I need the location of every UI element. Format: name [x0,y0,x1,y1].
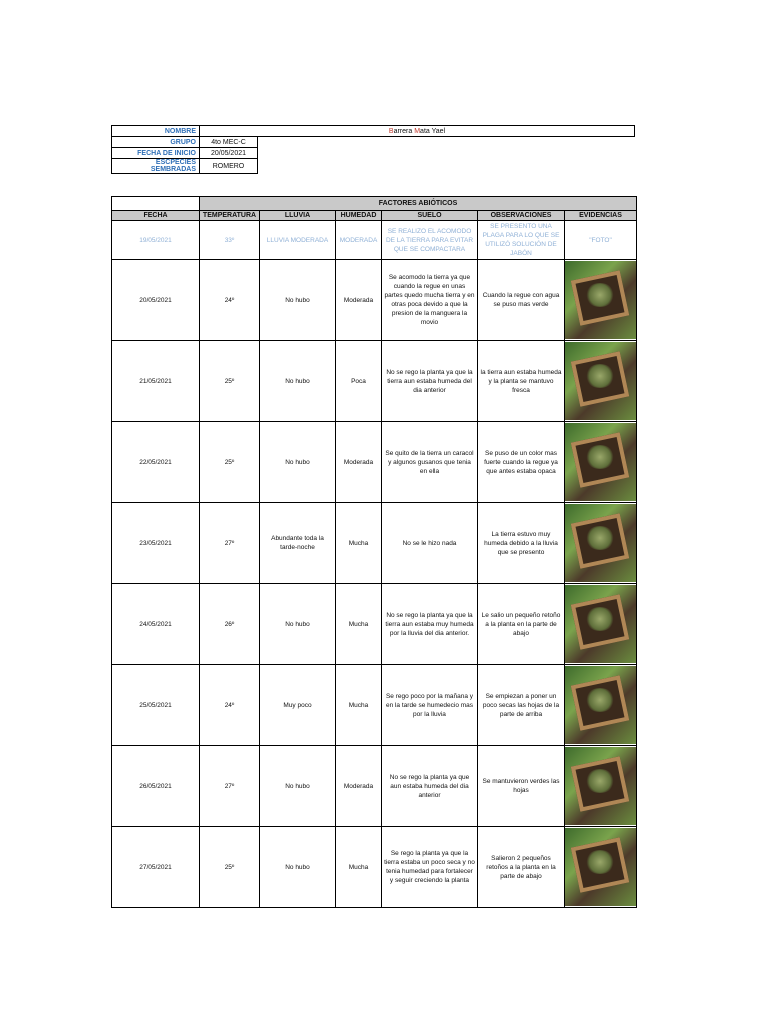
cell-fecha: 25/05/2021 [112,665,200,746]
cell-fecha: 21/05/2021 [112,341,200,422]
table-row [112,341,637,422]
cell-evidencia [565,422,637,503]
cell-obs: Cuando la regue con agua se puso mas verde [478,260,565,341]
table-row [112,827,637,908]
cell-humedad: Moderada [336,260,382,341]
cell-humedad: Poca [336,341,382,422]
header-lluvia: LLUVIA [260,211,336,221]
example-obs: SE PRESENTO UNA PLAGA PARA LO QUE SE UTILIZÓ SOLUCIÓN DE JABÓN [478,221,565,260]
cell-suelo: No se rego la planta ya que la tierra aun estaba muy humeda por la lluvia del dia anterior. [382,584,478,665]
plant-photo-icon [565,828,636,906]
cell-lluvia: No hubo [260,584,336,665]
example-temp: 33º [200,221,260,260]
plant-photo-icon [565,342,636,420]
cell-obs: la tierra aun estaba humeda y la planta se mantuvo fresca [478,341,565,422]
example-evid: "FOTO" [565,221,637,260]
nombre-label: NOMBRE [112,126,200,137]
factores-abioticos-table [111,196,637,908]
cell-fecha: 22/05/2021 [112,422,200,503]
cell-obs: Se empiezan a poner un poco secas las hojas de la parte de arriba [478,665,565,746]
cell-humedad: Moderada [336,422,382,503]
example-suelo: SE REALIZO EL ACOMODO DE LA TIERRA PARA EVITAR QUE SE COMPACTARA [382,221,478,260]
cell-humedad: Mucha [336,665,382,746]
nombre-value: Barrera Mata Yael [200,126,635,137]
cell-evidencia [565,665,637,746]
cell-lluvia: No hubo [260,422,336,503]
header-observaciones: OBSERVACIONES [478,211,565,221]
grupo-label: GRUPO [112,137,200,148]
cell-temp: 24º [200,665,260,746]
header-evidencias: EVIDENCIAS [565,211,637,221]
plant-photo-icon [565,423,636,501]
header-humedad: HUMEDAD [336,211,382,221]
plant-photo-icon [565,747,636,825]
cell-temp: 25º [200,827,260,908]
cell-suelo: No se le hizo nada [382,503,478,584]
header-fecha: FECHA [112,211,200,221]
cell-suelo: Se acomodo la tierra ya que cuando la regue en unas partes quedo mucha tierra y en otras poca devido a que la presion de la manguera la movio [382,260,478,341]
cell-suelo: Se rego la planta ya que la tierra estaba un poco seca y no tenia humedad para fortalecer y seguir creciendo la planta [382,827,478,908]
fecha-inicio-value: 20/05/2021 [200,148,258,159]
cell-obs: Se puso de un color mas fuerte cuando la regue ya que antes estaba opaca [478,422,565,503]
example-row [112,221,637,260]
fecha-inicio-label: FECHA DE INICIO [112,148,200,159]
plant-photo-icon [565,504,636,582]
table-title: FACTORES ABIÓTICOS [200,197,637,211]
header-temperatura: TEMPERATURA [200,211,260,221]
cell-temp: 27º [200,746,260,827]
cell-lluvia: No hubo [260,746,336,827]
cell-obs: Le salio un pequeño retoño a la planta en la parte de abajo [478,584,565,665]
cell-temp: 26º [200,584,260,665]
table-row [112,584,637,665]
cell-obs: La tierra estuvo muy humeda debido a la lluvia que se presento [478,503,565,584]
cell-lluvia: No hubo [260,827,336,908]
cell-evidencia [565,341,637,422]
plant-photo-icon [565,261,636,339]
example-fecha: 19/05/2021 [112,221,200,260]
plant-photo-icon [565,585,636,663]
plant-photo-icon [565,666,636,744]
cell-evidencia [565,584,637,665]
cell-humedad: Mucha [336,584,382,665]
cell-evidencia [565,827,637,908]
cell-obs: Salieron 2 pequeños retoños a la planta en la parte de abajo [478,827,565,908]
cell-lluvia: No hubo [260,260,336,341]
cell-fecha: 20/05/2021 [112,260,200,341]
cell-lluvia: Muy poco [260,665,336,746]
cell-fecha: 23/05/2021 [112,503,200,584]
example-humedad: MODERADA [336,221,382,260]
cell-temp: 27º [200,503,260,584]
header-suelo: SUELO [382,211,478,221]
cell-temp: 24º [200,260,260,341]
cell-temp: 25º [200,341,260,422]
cell-evidencia [565,746,637,827]
cell-humedad: Mucha [336,503,382,584]
especies-label: ESCPECIES SEMBRADAS [112,159,200,174]
table-row [112,665,637,746]
table-row [112,746,637,827]
especies-value: ROMERO [200,159,258,174]
cell-evidencia [565,503,637,584]
cell-suelo: Se rego poco por la mañana y en la tarde se humedecio mas por la lluvia [382,665,478,746]
cell-suelo: No se rego la planta ya que la tierra aun estaba humeda del dia anterior [382,341,478,422]
cell-evidencia [565,260,637,341]
example-lluvia: LLUVIA MODERADA [260,221,336,260]
cell-obs: Se mantuvieron verdes las hojas [478,746,565,827]
student-info-table [111,125,635,174]
cell-suelo: No se rego la planta ya que aun estaba humeda del dia anterior [382,746,478,827]
cell-fecha: 26/05/2021 [112,746,200,827]
table-row [112,422,637,503]
cell-humedad: Moderada [336,746,382,827]
cell-humedad: Mucha [336,827,382,908]
cell-fecha: 27/05/2021 [112,827,200,908]
cell-suelo: Se quito de la tierra un caracol y algunos gusanos que tenia en ella [382,422,478,503]
cell-lluvia: No hubo [260,341,336,422]
cell-fecha: 24/05/2021 [112,584,200,665]
table-row [112,503,637,584]
cell-lluvia: Abundante toda la tarde-noche [260,503,336,584]
cell-temp: 25º [200,422,260,503]
grupo-value: 4to MEC-C [200,137,258,148]
table-row [112,260,637,341]
